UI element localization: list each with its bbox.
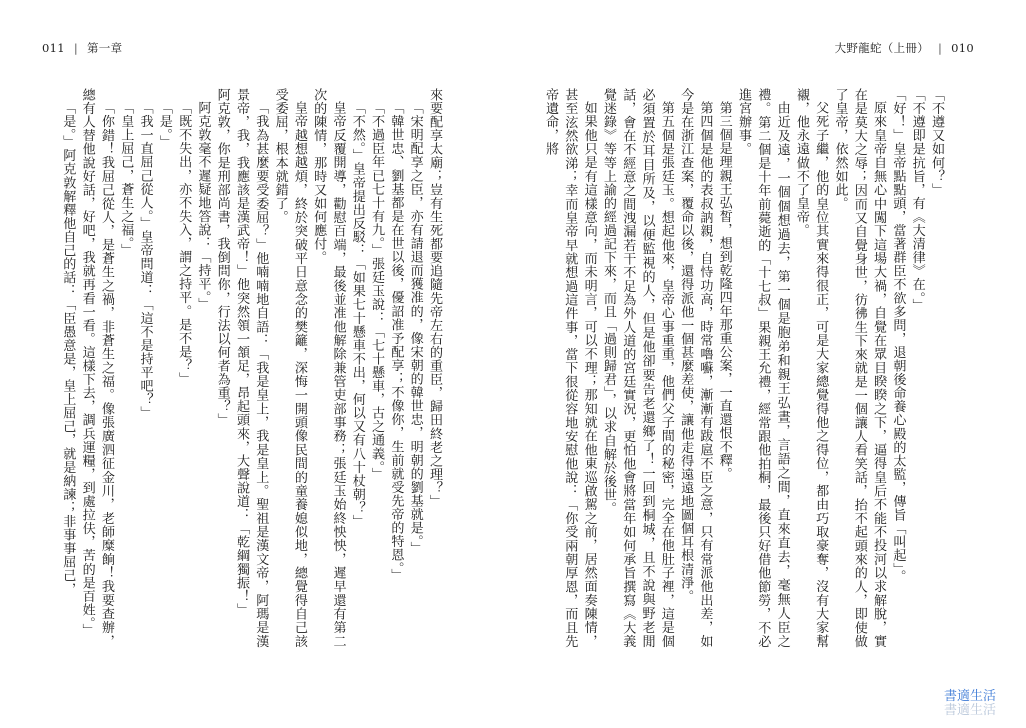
paragraph: 第四個是他的表叔訥親，自恃功高，時常嚕囌，漸漸有跋扈不臣之意，只有常派他出差，如今是在浙江查案，覆命以後，還得派他一個甚麼差使，讓他走得遠遠地圖個耳根清淨。 [678, 88, 713, 648]
header-separator: | [73, 41, 79, 55]
left-page-body [44, 88, 444, 648]
paragraph: 「我為甚麼要受委屈？」他喃喃地自語：「我是皇上，我是皇上。聖祖是漢文帝，阿瑪是漢景帝，我，我應該是漢武帝！」他突然領一頷足，昂起頭來，大聲說道：「乾綱獨振！」 [234, 88, 269, 648]
paragraph: 「宋明配享之臣，亦有請退而獲准的，像宋朝的韓世忠，明朝的劉基就是。」 [407, 101, 423, 556]
left-page-number: 011 [42, 41, 65, 55]
paragraph: 「不遵又如何？」 [929, 88, 944, 197]
paragraph: 「你錯！我屈己從人，是蒼生之禍，非蒼生之福。像張廣泗征金川，老師糜餉！我要查辦，總有人替他說好話，好吧，我就再看一看。這樣下去，調兵運糧，到處拉伕，苦的是百姓。」 [79, 88, 114, 648]
paragraph: 「既不失出，亦不失入，謂之持平。是不是？」 [176, 101, 192, 386]
paragraph: 第三個是理親王弘皙，想到乾隆四年那重公案，一直還恨不釋。 [716, 101, 732, 481]
right-page-number: 010 [951, 41, 974, 55]
publisher-watermark [944, 690, 996, 718]
chapter-title: 第一章 [86, 41, 123, 55]
left-page-header [42, 40, 122, 56]
paragraph: 來要配享太廟；豈有生死都要追隨先帝左右的重臣，歸田終老之理？」 [427, 88, 442, 509]
left-page [44, 88, 444, 648]
paragraph: 「皇上屈己，蒼生之福。」 [118, 101, 134, 258]
right-page-header [835, 40, 974, 56]
header-separator: | [937, 41, 943, 55]
paragraph: 原來皇帝自無心中闖下這場大禍，自覺在眾目睽睽之下，逼得皇后不能不投河以求解脫，實在是莫大之辱；因而又自覺身世，彷彿生下來就是一個讓人看笑話，抬不起頭來的人，即使做了皇帝，依然如此。 [832, 88, 887, 648]
paragraph: 父死子繼，他的皇位其實來得很正，可是大家總覺得他之得位，都由巧取豪奪，沒有大家幫襯，他永遠做不了皇帝。 [793, 88, 829, 648]
paragraph: 第五個是張廷玉。想起他來，皇帝心事重重，他們父子間的秘密，完全在他肚子裡，這是個必須置於耳目所及，以便監視的人，但是他卻要告老還鄉了！一回到桐城，且不說與野老閒話，會在不經意之間洩漏若干不足為外人道的宮廷實況，更怕他會將當年如何承旨撰寫《大義覺迷錄》等等上諭的經過記下來，而且「過則歸君」，以求自解於後世。 [600, 88, 674, 648]
paragraph: 「是。」阿克敦解釋他自己的話：「臣愚意是，皇上屈己，就是納諫；非事事屈己， [60, 101, 76, 596]
paragraph: 「是。」 [156, 101, 172, 149]
paragraph: 「不遵即是抗旨，有《大清律》在。」 [909, 88, 925, 312]
paragraph: 皇帝反覆開導，勸慰百端，最後並准他解除兼管吏部事務；張廷玉始終怏怏，遲早還有第二次的陳情，那時又如何應付。 [311, 88, 346, 648]
book-title: 大野龍蛇（上冊） [834, 41, 930, 55]
right-page-body [543, 88, 946, 648]
right-page [543, 88, 946, 648]
paragraph: 阿克敦，你是刑部尚書，我倒問你，行法以何者為重？」 [214, 88, 230, 427]
watermark-reflection: 書適生活 [943, 703, 996, 718]
paragraph: 「韓世忠、劉基都是在世以後，優詔准予配享；不像你，生前就受先帝的特恩。」 [388, 101, 404, 583]
paragraph: 阿克敦毫不遲疑地答說：「持平。」 [195, 101, 211, 312]
paragraph: 如果他只是有這樣意向，而未明言，可以不理；那知就在他東巡啟駕之前，居然面奏陳情，甚至泫然欲涕；幸而皇帝早就想過這件事，當下很從容地安慰他說：「你受兩朝厚恩，而且先帝遺命，將 [543, 88, 597, 648]
paragraph: 「我一直屈己從人。」皇帝問道：「這不是持平吧？」 [137, 101, 153, 420]
paragraph: 「不然。」皇帝提出反駁：「如果七十懸車不出，何以又有八十杖朝？」 [349, 101, 365, 529]
watermark-text: 書適生活 [943, 689, 996, 704]
paragraph: 「好！」皇帝點點頭，當著群臣不欲多問，退朝後命養心殿的太監，傳旨「叫起」。 [890, 88, 906, 583]
paragraph: 「不過臣年已七十有九。」張廷玉說：「七十懸車，古之通義。」 [369, 101, 385, 481]
paragraph: 皇帝越想越煩，終於突破平日意念的樊籬，深悔一開頭像民間的童養媳似地，總覺得自己該受委屈，根本就錯了。 [272, 88, 307, 648]
paragraph: 由近及遠，一個個想過去，第一個是胞弟和親王弘晝，言語之間，直來直去，毫無人臣之禮。第二個是十年前薨逝的「十七叔」果親王允禮，經常跟他拍桐，最後只好借他節勞，不必進宮辦事。 [736, 88, 790, 648]
